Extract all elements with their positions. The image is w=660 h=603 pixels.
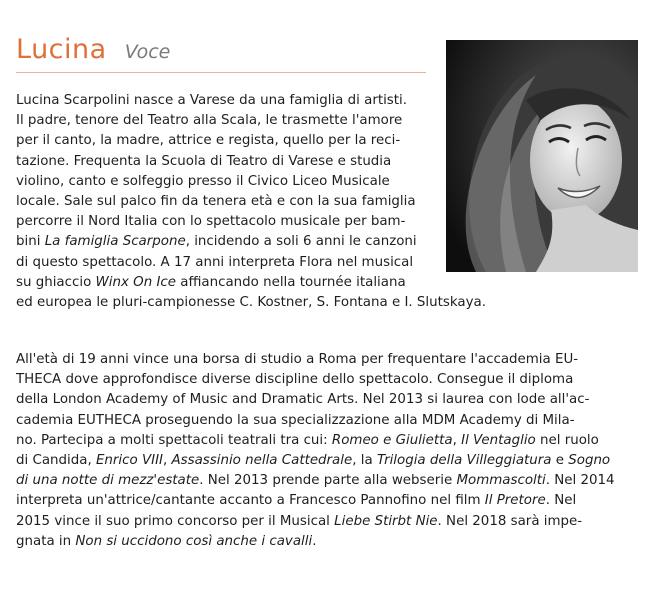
text-line: All'età di 19 anni vince una borsa di studio a Roma per frequentare l'accademia EU- [16,352,579,367]
biography-paragraph-2 [16,350,628,552]
text-line: Il padre, tenore del Teatro alla Scala, le trasmette l'amore [16,113,403,129]
text-line: percorre il Nord Italia con lo spettacolo musicale per bam- [16,214,406,230]
text-line: di Candida, Enrico VIII, Assassinio nella Cattedrale, la Trilogia della Villeggiatura e Sogno [16,453,611,469]
text-line: 2015 vince il suo primo concorso per il Musical Liebe Stirbt Nie. Nel 2018 sarà impe- [16,513,583,529]
text-line: della London Academy of Music and Dramatic Arts. Nel 2013 si laurea con lode all'ac- [16,392,590,408]
performer-name: Lucina [16,34,107,65]
header-divider [16,72,426,73]
performer-role: Voce [124,41,171,63]
text-line: violino, canto e solfeggio presso il Civico Liceo Musicale [16,173,390,189]
text-line: no. Partecipa a molti spettacoli teatrali tra cui: Romeo e Giulietta, Il Ventaglio nel ruolo [16,432,599,448]
text-line: gnata in Non si uccidono così anche i cavalli. [16,533,317,549]
article-header [16,34,170,65]
text-line: di una notte di mezz'estate. Nel 2013 prende parte alla webserie Mommascolti. Nel 2014 [16,473,615,489]
text-line: di questo spettacolo. A 17 anni interpreta Flora nel musical [16,254,414,270]
text-line: cademia EUTHECA proseguendo la sua specializzazione alla MDM Academy di Mila- [16,412,575,428]
biography-paragraph-1 [16,91,628,313]
text-line: bini La famiglia Scarpone, incidendo a soli 6 anni le canzoni [16,234,417,250]
text-line: tazione. Frequenta la Scuola di Teatro di Varese e studia [16,153,392,169]
text-line: per il canto, la madre, attrice e regista, quello per la reci- [16,133,401,149]
text-line: THECA dove approfondisce diverse discipline dello spettacolo. Consegue il diploma [16,372,574,388]
text-line: ed europea le pluri-campionesse C. Kostner, S. Fontana e I. Slutskaya. [16,295,486,311]
text-line: locale. Sale sul palco fin da tenera età e con la sua famiglia [16,194,416,210]
text-line: Lucina Scarpolini nasce a Varese da una famiglia di artisti. [16,93,407,108]
text-line: interpreta un'attrice/cantante accanto a Francesco Pannofino nel film Il Pretore. Nel [16,493,577,509]
text-line: su ghiaccio Winx On Ice affiancando nella tournée italiana [16,274,406,290]
